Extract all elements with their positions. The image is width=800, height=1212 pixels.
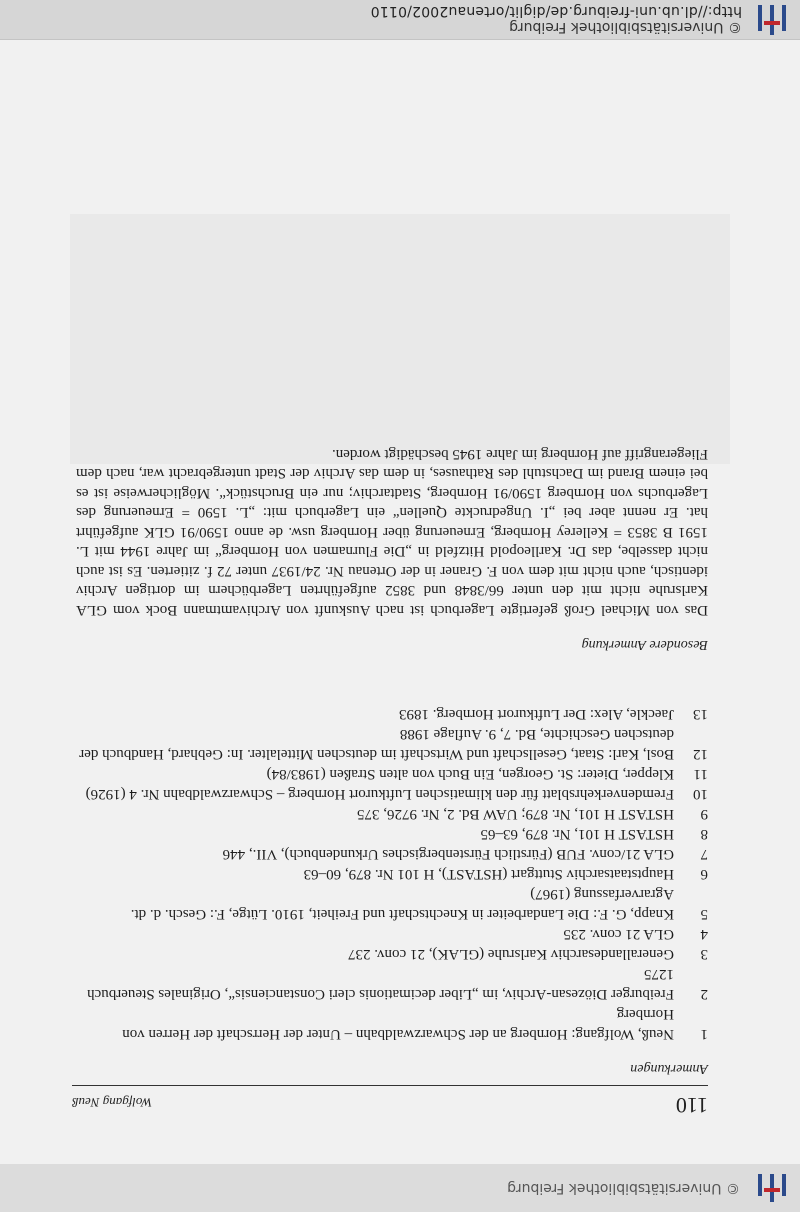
note-item	[78, 704, 708, 724]
note-number: 6	[700, 866, 708, 882]
note-item	[78, 764, 708, 784]
note-item	[78, 944, 708, 964]
note-number: 5	[700, 906, 708, 922]
ub-freiburg-logo-icon	[754, 1, 790, 37]
ub-freiburg-logo-icon	[754, 1170, 790, 1206]
special-note-paragraph: Das von Michael Groß gefertigte Lagerbuch ist nach Auskunft von Archivamtmann Bock vom GLA Karlsruhe nicht mit den unter 66/3848 und 3852 aufgeführten Lagerbüchern im dortigen Archiv identisch, auch nicht mit dem von F. Graner in der Ortenau Nr. 24/1937 unter 72 f. zitierten. Es ist auch nicht dasselbe, das Dr. Karlleopold Hitzfeld in „Die Flurnamen von Hornberg“ im Jahre 1944 mit L. 1591 B 3853 = Kellerey Hornberg, Erneuerung über Hornberg usw. de anno 1590/91 GLK aufgeführt hat. Er nennt aber bei „I. Ungedruckte Quellen“ ein Lagerbuch mit: „L. 1590 = Erneuerung des Lagerbuchs von Hornberg 1590/91 Hornberg, Stadtarchiv; nur ein Bruchstück“. Möglicherweise ist es bei einem Brand im Dachstuhl des Rathauses, in dem das Archiv der Stadt untergebracht war, nach dem Fliegerangriff auf Hornberg im Jahre 1945 beschädigt worden.	[76, 446, 708, 618]
note-item	[78, 724, 708, 764]
scanned-page	[0, 40, 800, 1164]
note-number: 12	[693, 746, 708, 762]
special-note-heading: Besondere Anmerkung	[581, 637, 708, 652]
note-item	[78, 924, 708, 944]
note-item	[78, 804, 708, 824]
note-number: 8	[700, 826, 708, 842]
note-text: Jaeckle, Alex: Der Luftkurort Hornberg. 1893	[398, 706, 674, 722]
viewer-top-bar	[0, 1163, 800, 1212]
viewer-bottom-bar	[0, 0, 800, 40]
note-item	[78, 844, 708, 864]
copyright-notice: © Universitätsbibliothek Freiburg	[509, 19, 742, 35]
note-text: Fremdenverkehrsblatt für den klimatischen Luftkurort Hornberg – Schwarzwaldbahn Nr. 4 (1926)	[85, 786, 674, 802]
viewer-top-label: © Universitätsbibliothek Freiburg	[507, 1180, 740, 1196]
note-text: Klepper, Dieter: St. Georgen, Ein Buch von alten Straßen (1983/84)	[266, 766, 674, 782]
notes-heading: Anmerkungen	[630, 1061, 708, 1076]
page-url-link[interactable]: http://dl.ub.uni-freiburg.de/diglit/ortenau2002/0110	[370, 3, 742, 19]
note-text: Knapp, G. F.: Die Landarbeiter in Knechtschaft und Freiheit, 1910. Lütge, F.: Gesch. d. dt. Agrarverfassung (1967)	[130, 886, 674, 922]
page-header	[72, 1085, 708, 1120]
note-text: Generallandesarchiv Karlsruhe (GLAK), 21 conv. 237	[348, 946, 674, 962]
note-number: 1	[700, 1026, 708, 1042]
bleed-through-shadow	[70, 214, 730, 464]
note-item	[78, 884, 708, 924]
notes-list	[78, 704, 708, 1044]
note-number: 9	[700, 806, 708, 822]
note-number: 7	[700, 846, 708, 862]
note-text: Freiburger Diözesan-Archiv, im „Liber decimationis cleri Constanciensis“, Originales Steuerbuch 1275	[87, 966, 674, 1002]
note-number: 13	[693, 706, 708, 722]
note-item	[78, 784, 708, 804]
note-text: Neuß, Wolfgang: Hornberg an der Schwarzwaldbahn – Unter der Herrschaft der Herren von Hornberg	[122, 1006, 674, 1042]
note-text: Bosl, Karl: Staat, Gesellschaft und Wirtschaft im deutschen Mittelalter. In: Gebhard, Handbuch der deutschen Geschichte, Bd. 7, 9. Auflage 1988	[79, 726, 674, 762]
note-item	[78, 864, 708, 884]
note-text: GLA 21 conv. 235	[563, 926, 674, 942]
note-item	[78, 824, 708, 844]
page-number: 110	[675, 1093, 708, 1118]
running-author: Wolfgang Neuß	[72, 1095, 153, 1110]
note-number: 3	[700, 946, 708, 962]
note-item	[78, 964, 708, 1004]
note-item	[78, 1004, 708, 1044]
note-number: 10	[693, 786, 708, 802]
note-text: Hauptstaatsarchiv Stuttgart (HSTAST), H 101 Nr. 879, 60–63	[303, 866, 674, 882]
note-text: HSTAST H 101, Nr. 879, 63–65	[480, 826, 674, 842]
note-number: 2	[700, 986, 708, 1002]
note-text: HSTAST H 101, Nr. 879; UAW Bd. 2, Nr. 9726, 375	[356, 806, 674, 822]
note-text: GLA 21/conv. FUB (Fürstlich Fürstenbergisches Urkundenbuch), VII., 446	[222, 846, 674, 862]
note-number: 11	[693, 766, 708, 782]
note-number: 4	[700, 926, 708, 942]
